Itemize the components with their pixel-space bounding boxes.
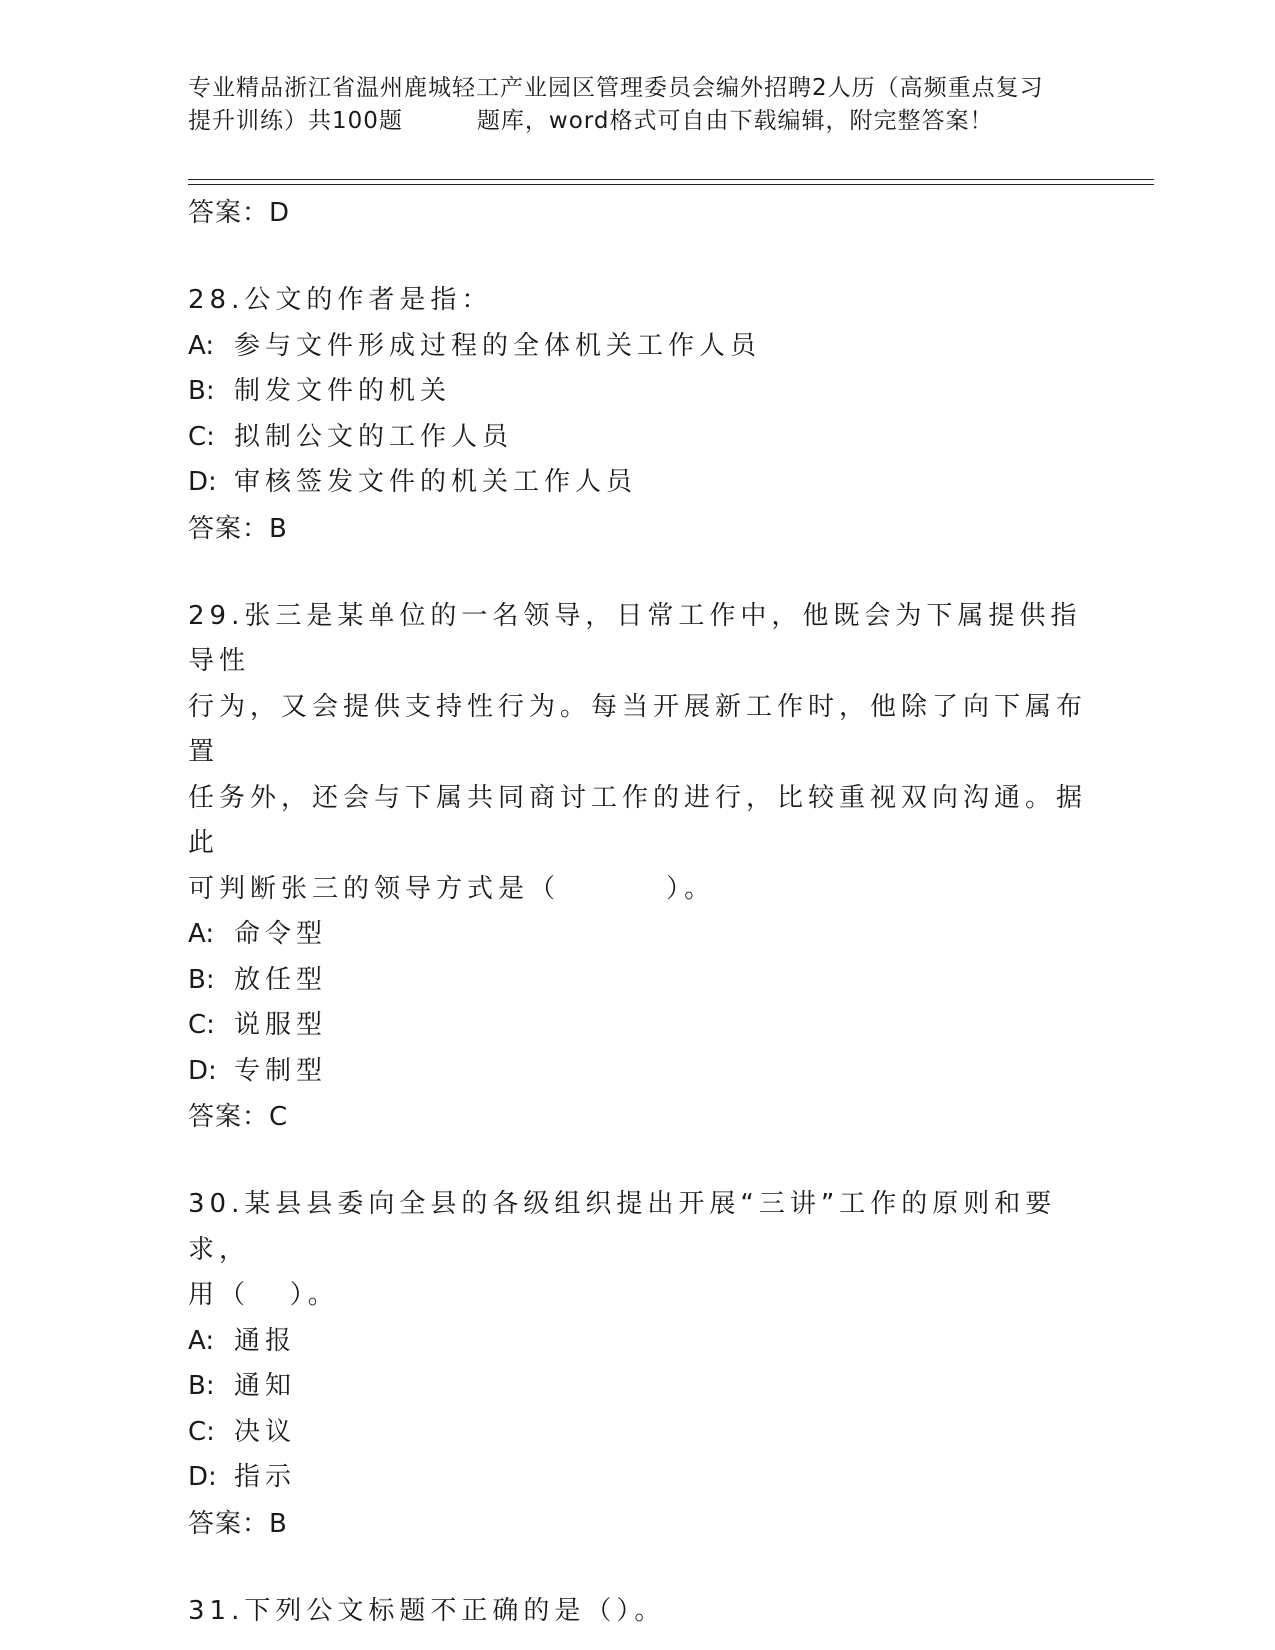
answer-option bbox=[188, 1049, 1088, 1095]
option-letter: C: bbox=[188, 421, 215, 452]
question-text: 29.张三是某单位的一名领导，日常工作中，他既会为下属提供指导性 行为，又会提供支持性行为。每当开展新工作时，他除了向下属布置 任务外，还会与下属共同商讨工作的进行，比较重视双向沟通。据此 可判断张三的领导方式是（ ）。 bbox=[188, 600, 1088, 904]
question-text: 28.公文的作者是指： bbox=[188, 285, 493, 315]
previous-answer: 答案：D bbox=[188, 198, 291, 228]
option-text: 拟制公文的工作人员 bbox=[234, 421, 514, 452]
option-letter: D: bbox=[188, 1462, 217, 1492]
answer-option bbox=[188, 1364, 1088, 1410]
answer-option bbox=[188, 1003, 1088, 1049]
header-line-2 bbox=[188, 105, 1088, 138]
option-text: 审核签发文件的机关工作人员 bbox=[234, 467, 638, 497]
answer-option bbox=[188, 415, 1088, 461]
option-text: 指示 bbox=[234, 1462, 297, 1492]
option-letter: B: bbox=[188, 964, 215, 995]
header-line-1: 专业精品浙江省温州鹿城轻工产业园区管理委员会编外招聘2人历（高频重点复习 bbox=[188, 75, 1044, 101]
option-letter: A: bbox=[188, 330, 215, 361]
header-divider-top bbox=[188, 179, 1154, 180]
option-text: 专制型 bbox=[234, 1055, 328, 1086]
answer-option bbox=[188, 369, 1088, 415]
question-list bbox=[188, 278, 1088, 1634]
answer-option bbox=[188, 958, 1088, 1004]
option-text: 通报 bbox=[234, 1325, 297, 1356]
option-text: 制发文件的机关 bbox=[234, 376, 452, 406]
option-text: 说服型 bbox=[234, 1010, 328, 1040]
option-letter: A: bbox=[188, 919, 215, 949]
question-block bbox=[188, 1182, 1088, 1547]
answer-option bbox=[188, 1410, 1088, 1456]
question-block bbox=[188, 1589, 1088, 1635]
document-header bbox=[188, 72, 1088, 138]
option-text: 决议 bbox=[234, 1416, 297, 1447]
option-letter: B: bbox=[188, 376, 215, 406]
question-answer: 答案：B bbox=[188, 1508, 288, 1539]
option-text: 放任型 bbox=[234, 964, 328, 995]
answer-option bbox=[188, 1455, 1088, 1501]
question-block bbox=[188, 594, 1088, 1141]
question-text: 31.下列公文标题不正确的是（）。 bbox=[188, 1595, 666, 1626]
question-answer: 答案：C bbox=[188, 1102, 289, 1132]
option-letter: A: bbox=[188, 1325, 215, 1356]
answer-option bbox=[188, 460, 1088, 506]
header-line-2-part-a: 提升训练）共100题 bbox=[188, 108, 403, 134]
option-text: 通知 bbox=[234, 1371, 297, 1401]
option-letter: D: bbox=[188, 467, 217, 497]
answer-option bbox=[188, 912, 1088, 958]
option-letter: D: bbox=[188, 1055, 217, 1086]
option-text: 命令型 bbox=[234, 919, 328, 949]
question-block bbox=[188, 278, 1088, 552]
question-text: 30.某县县委向全县的各级组织提出开展“三讲”工作的原则和要求， 用（ ）。 bbox=[188, 1189, 1057, 1310]
document-body bbox=[188, 190, 1088, 1634]
answer-option bbox=[188, 324, 1088, 370]
question-answer: 答案：B bbox=[188, 513, 288, 544]
option-letter: C: bbox=[188, 1010, 215, 1040]
option-text: 参与文件形成过程的全体机关工作人员 bbox=[234, 330, 762, 361]
header-line-2-part-b: 题库，word格式可自由下载编辑，附完整答案！ bbox=[476, 108, 994, 134]
answer-option bbox=[188, 1319, 1088, 1365]
option-letter: B: bbox=[188, 1371, 215, 1401]
option-letter: C: bbox=[188, 1416, 215, 1447]
header-divider-bottom bbox=[188, 184, 1154, 185]
